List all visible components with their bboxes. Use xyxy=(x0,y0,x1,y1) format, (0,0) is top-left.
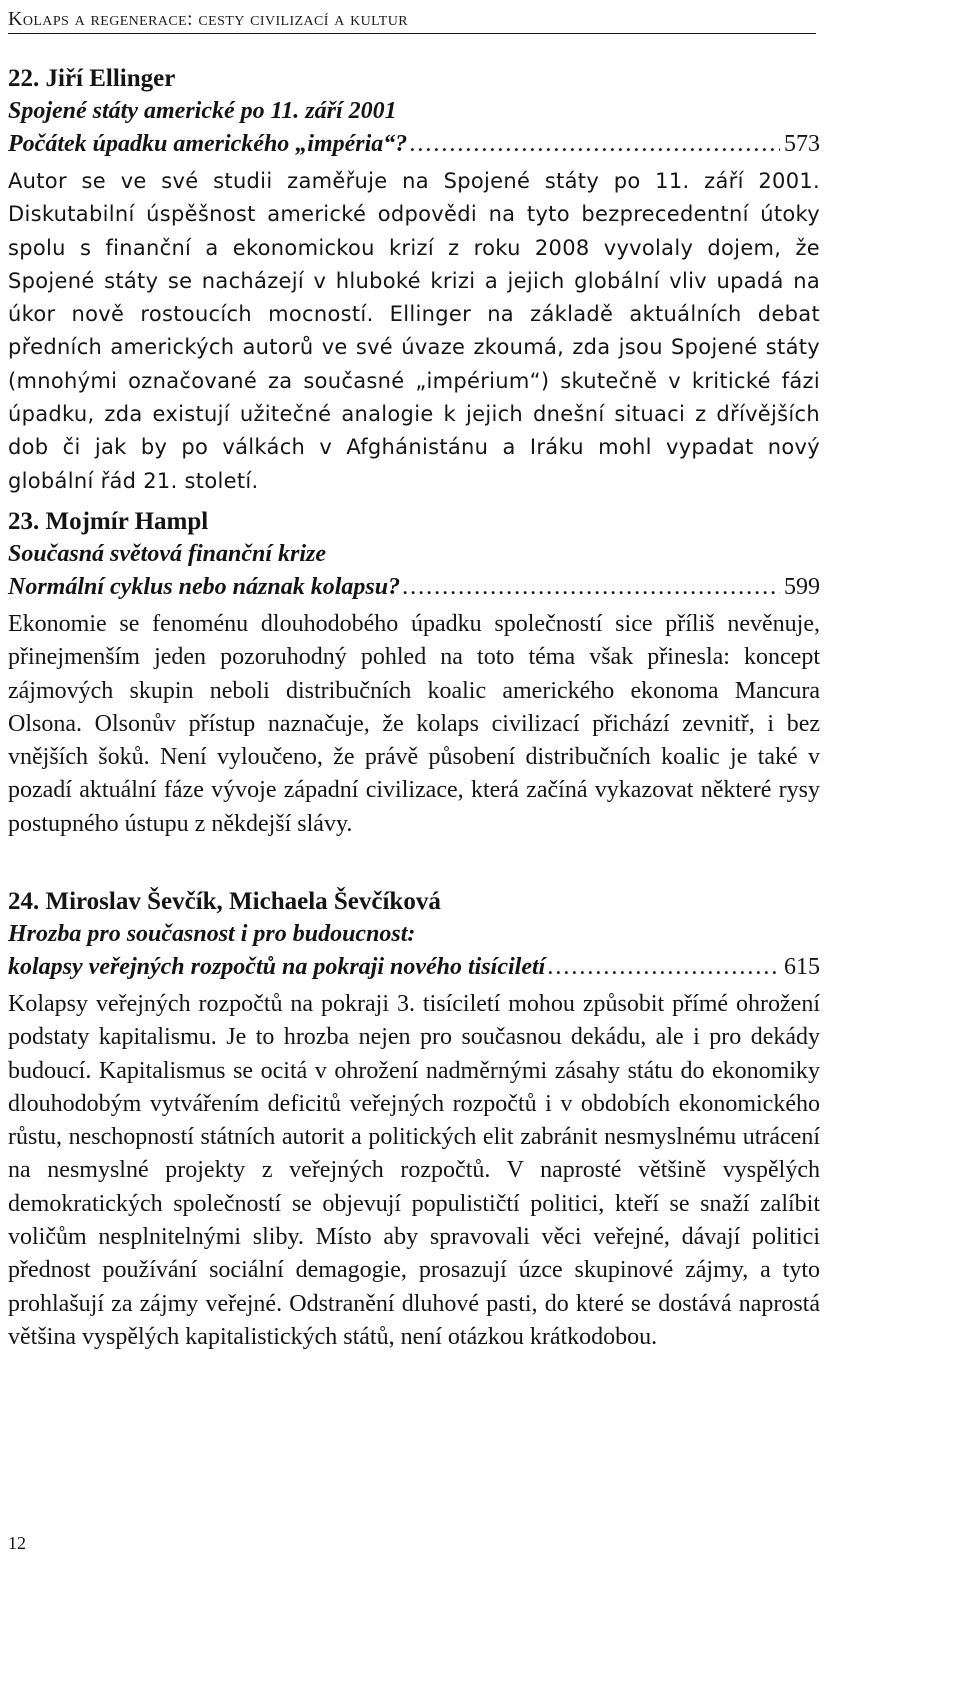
dot-leader xyxy=(547,951,780,984)
dot-leader xyxy=(402,571,780,604)
toc-entry-22 xyxy=(8,62,820,519)
entry-author: 23. Mojmír Hampl xyxy=(8,508,209,535)
entry-author: 24. Miroslav Ševčík, Michaela Ševčíková xyxy=(8,888,441,915)
entry-page-number: 599 xyxy=(784,574,820,600)
header-rule xyxy=(8,33,816,34)
page-number: 12 xyxy=(8,1533,26,1553)
entry-toc-title: Normální cyklus nebo náznak kolapsu? xyxy=(8,574,401,600)
entry-author: 22. Jiří Ellinger xyxy=(8,65,176,92)
entry-abstract: Autor se ve své studii zaměřuje na Spojené státy po 11. září 2001. Diskutabilní úspěšnost americké odpovědi na tyto bezprecedentní útoky spolu s finanční a ekonomickou krizí z roku 2008 vyvolaly dojem, že Spojené státy se nacházejí v hluboké krizi a jejich globální vliv upadá na úkor nově rostoucích mocností. Ellinger na základě aktuálních debat předních amerických autorů ve své úvaze zkoumá, zda jsou Spojené státy (mnohými označované za současné „impérium“) skutečně v kritické fázi úpadku, zda existují užitečné analogie k jejich dnešní situaci z dřívějších dob či jak by po válkách v Afghánistánu a Iráku mohl vypadat nový globální řád 21. století. xyxy=(8,169,820,493)
dot-leader xyxy=(409,128,780,161)
entry-toc-line xyxy=(8,571,820,604)
entry-subtitle: Hrozba pro současnost i pro budoucnost: xyxy=(8,921,416,947)
toc-entry-23 xyxy=(8,505,820,865)
entry-page-number: 573 xyxy=(784,131,820,157)
entry-subtitle: Současná světová finanční krize xyxy=(8,541,327,567)
toc-entry-24 xyxy=(8,885,820,1378)
entry-toc-line xyxy=(8,951,820,984)
entry-abstract: Ekonomie se fenoménu dlouhodobého úpadku společností sice příliš nevěnuje, přinejmenším jeden pozoruhodný pohled na toto téma však přinesla: koncept zájmových skupin neboli distribučních koalic amerického ekonoma Mancura Olsona. Olsonův přístup naznačuje, že kolaps civilizací přichází zevnitř, i bez vnějších šoků. Není vyloučeno, že právě působení distribučních koalic je také v pozadí aktuální fáze vývoje západní civilizace, která začíná vykazovat některé rysy postupného ústupu z někdejší slávy. xyxy=(8,611,820,837)
entry-toc-line xyxy=(8,128,820,161)
entry-subtitle: Spojené státy americké po 11. září 2001 xyxy=(8,98,397,124)
entry-toc-title: Počátek úpadku amerického „impéria“? xyxy=(8,131,408,157)
entry-abstract: Kolapsy veřejných rozpočtů na pokraji 3. tisíciletí mohou způsobit přímé ohrožení podstaty kapitalismu. Je to hrozba nejen pro současnou dekádu, ale i pro dekády budoucí. Kapitalismus se ocitá v ohrožení nadměrnými zásahy státu do ekonomiky dlouhodobým vytvářením deficitů veřejných rozpočtů i v obdobích ekonomického růstu, neschopností státních autorit a politických elit zabránit nesmyslnému utrácení na nesmyslné projekty z veřejných rozpočtů. V naprosté většině vyspělých demokratických společností se objevují populističtí politici, kteří se snaží zalíbit voličům nesplnitelnými sliby. Místo aby spravovali věci veřejné, dávají politici přednost používání sociální demagogie, prosazují úzce skupinové zájmy, a tyto prohlašují za zájmy veřejné. Odstranění dluhové pasti, do které se dostává naprostá většina vyspělých kapitalistických států, není otázkou krátkodobou. xyxy=(8,991,820,1350)
entry-page-number: 615 xyxy=(784,954,820,980)
entry-toc-title: kolapsy veřejných rozpočtů na pokraji nového tisíciletí xyxy=(8,954,546,980)
running-head: Kolaps a regenerace: cesty civilizací a kultur xyxy=(8,8,408,30)
